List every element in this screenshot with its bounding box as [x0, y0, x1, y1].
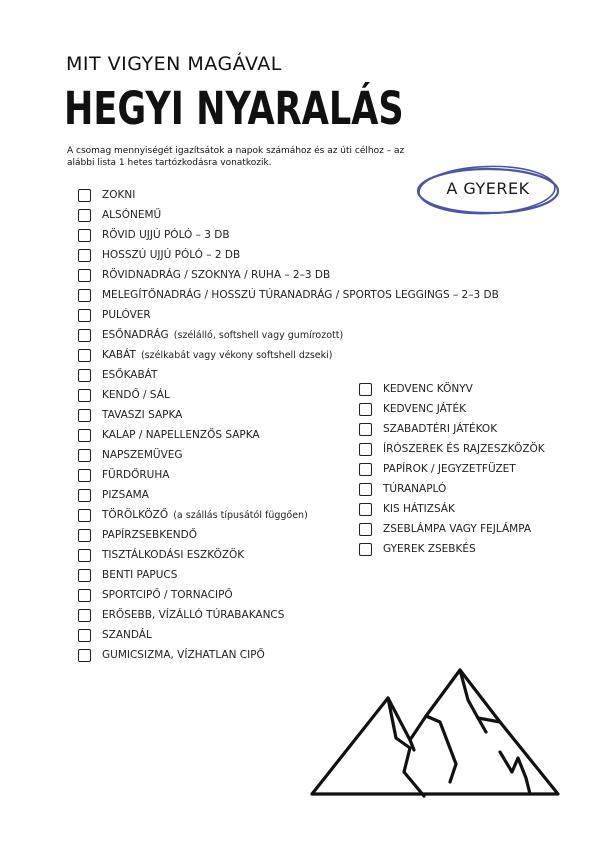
- checkbox[interactable]: [78, 209, 91, 222]
- checkbox[interactable]: [78, 429, 91, 442]
- checkbox[interactable]: [78, 549, 91, 562]
- checklist-item-label: SZABADTÉRI JÁTÉKOK: [383, 423, 498, 435]
- checklist-item: [78, 345, 499, 365]
- checklist-item-label: ZOKNI: [102, 189, 136, 201]
- checklist-item-label: SPORTCIPŐ / TORNACIPŐ: [102, 589, 233, 601]
- checkbox[interactable]: [78, 349, 91, 362]
- checklist-item-label: GUMICSIZMA, VÍZHATLAN CIPŐ: [102, 649, 265, 661]
- checklist-item: [78, 185, 499, 205]
- checklist-item: [78, 265, 499, 285]
- checkbox[interactable]: [78, 449, 91, 462]
- checklist-item-label: TÚRANAPLÓ: [383, 483, 447, 495]
- badge-label: A GYEREK: [446, 179, 530, 198]
- checklist-item: [359, 419, 545, 439]
- checklist-item-label: KIS HÁTIZSÁK: [383, 503, 455, 515]
- checklist-right: [359, 379, 545, 559]
- checkbox[interactable]: [78, 509, 91, 522]
- checkbox[interactable]: [359, 383, 372, 396]
- checkbox[interactable]: [359, 403, 372, 416]
- checklist-item: [359, 479, 545, 499]
- checklist-item: [78, 245, 499, 265]
- checklist-item-label: SZANDÁL: [102, 629, 152, 641]
- checkbox[interactable]: [359, 543, 372, 556]
- checklist-item: [359, 379, 545, 399]
- checklist-item-label: ALSÓNEMŰ: [102, 209, 162, 221]
- checklist-item-note: (szélálló, softshell vagy gumírozott): [173, 329, 344, 341]
- checklist-item: [359, 439, 545, 459]
- checkbox[interactable]: [78, 189, 91, 202]
- checklist-item-label: PULÓVER: [102, 309, 151, 321]
- checklist-item-label: RÖVIDNADRÁG / SZOKNYA / RUHA – 2–3 DB: [102, 269, 331, 281]
- checklist-item: [78, 565, 499, 585]
- checkbox[interactable]: [78, 369, 91, 382]
- checkbox[interactable]: [78, 249, 91, 262]
- checkbox[interactable]: [78, 629, 91, 642]
- checklist-item: [359, 459, 545, 479]
- checkbox[interactable]: [78, 389, 91, 402]
- checklist-item-label: KEDVENC JÁTÉK: [383, 403, 466, 415]
- checklist-item-label: ÍRÓSZEREK ÉS RAJZESZKÖZÖK: [383, 443, 545, 455]
- page-subtitle: MIT VIGYEN MAGÁVAL: [66, 53, 282, 75]
- checklist-item-note: (szélkabát vagy vékony softshell dzseki): [140, 349, 333, 361]
- checklist-item: [78, 305, 499, 325]
- checklist-item: [359, 399, 545, 419]
- checkbox[interactable]: [78, 409, 91, 422]
- checkbox[interactable]: [78, 569, 91, 582]
- checkbox[interactable]: [359, 483, 372, 496]
- checklist-item-label: BENTI PAPUCS: [102, 569, 178, 581]
- checklist-item: [78, 225, 499, 245]
- checklist-item: [78, 585, 499, 605]
- checklist-item-label: ZSEBLÁMPA VAGY FEJLÁMPA: [383, 523, 532, 535]
- checklist-item-label: FÜRDŐRUHA: [102, 469, 170, 481]
- checklist-item-label: HOSSZÚ UJJÚ PÓLÓ – 2 DB: [102, 249, 241, 261]
- checkbox[interactable]: [78, 609, 91, 622]
- checklist-item-label: ERŐSEBB, VÍZÁLLÓ TÚRABAKANCS: [102, 609, 285, 621]
- checklist-item-label: TÖRÖLKÖZŐ: [102, 509, 169, 521]
- checkbox[interactable]: [359, 423, 372, 436]
- checklist-item-label: PAPÍRZSEBKENDŐ: [102, 529, 197, 541]
- checklist-item: [78, 625, 499, 645]
- checklist-item: [78, 285, 499, 305]
- checkbox[interactable]: [78, 589, 91, 602]
- checklist-item: [359, 539, 545, 559]
- checklist-item-label: GYEREK ZSEBKÉS: [383, 543, 476, 555]
- checklist-item: [359, 519, 545, 539]
- checkbox[interactable]: [78, 269, 91, 282]
- checklist-item-label: TAVASZI SAPKA: [102, 409, 183, 421]
- checklist-item-label: PIZSAMA: [102, 489, 149, 501]
- checklist-item-label: RÖVID UJJÚ PÓLÓ – 3 DB: [102, 229, 230, 241]
- checklist-item-label: KENDŐ / SÁL: [102, 389, 170, 401]
- mountain-icon: [300, 660, 565, 810]
- checklist-item-label: KALAP / NAPELLENZŐS SAPKA: [102, 429, 260, 441]
- checkbox[interactable]: [78, 469, 91, 482]
- checkbox[interactable]: [78, 329, 91, 342]
- checklist-item-label: ESŐKABÁT: [102, 369, 158, 381]
- checklist-item: [78, 325, 499, 345]
- checkbox[interactable]: [78, 229, 91, 242]
- checkbox[interactable]: [78, 649, 91, 662]
- checklist-item-label: PAPÍROK / JEGYZETFÜZET: [383, 463, 516, 475]
- checkbox[interactable]: [359, 503, 372, 516]
- checkbox[interactable]: [78, 309, 91, 322]
- checklist-item-label: MELEGÍTŐNADRÁG / HOSSZÚ TÚRANADRÁG / SPORTOS LEGGINGS – 2–3 DB: [102, 289, 499, 301]
- checklist-item-note: (a szállás típusától függően): [173, 509, 308, 521]
- checkbox[interactable]: [359, 443, 372, 456]
- checklist-item-label: TISZTÁLKODÁSI ESZKÖZÖK: [102, 549, 245, 561]
- checklist-item-label: NAPSZEMÜVEG: [102, 449, 183, 461]
- page-title: HEGYI NYARALÁS: [64, 82, 404, 135]
- checklist-item-label: ESŐNADRÁG: [102, 329, 169, 341]
- checkbox[interactable]: [78, 289, 91, 302]
- checklist-item-label: KABÁT: [102, 349, 136, 361]
- checkbox[interactable]: [359, 463, 372, 476]
- checklist-item: [359, 499, 545, 519]
- checkbox[interactable]: [78, 529, 91, 542]
- checkbox[interactable]: [359, 523, 372, 536]
- checklist-item-label: KEDVENC KÖNYV: [383, 383, 473, 395]
- intro-text: A csomag mennyiségét igazítsátok a napok számához és az úti célhoz – az alábbi lista 1 hetes tartózkodásra vonatkozik.: [67, 146, 405, 168]
- checklist-item: [78, 205, 499, 225]
- checklist-item: [78, 605, 499, 625]
- checkbox[interactable]: [78, 489, 91, 502]
